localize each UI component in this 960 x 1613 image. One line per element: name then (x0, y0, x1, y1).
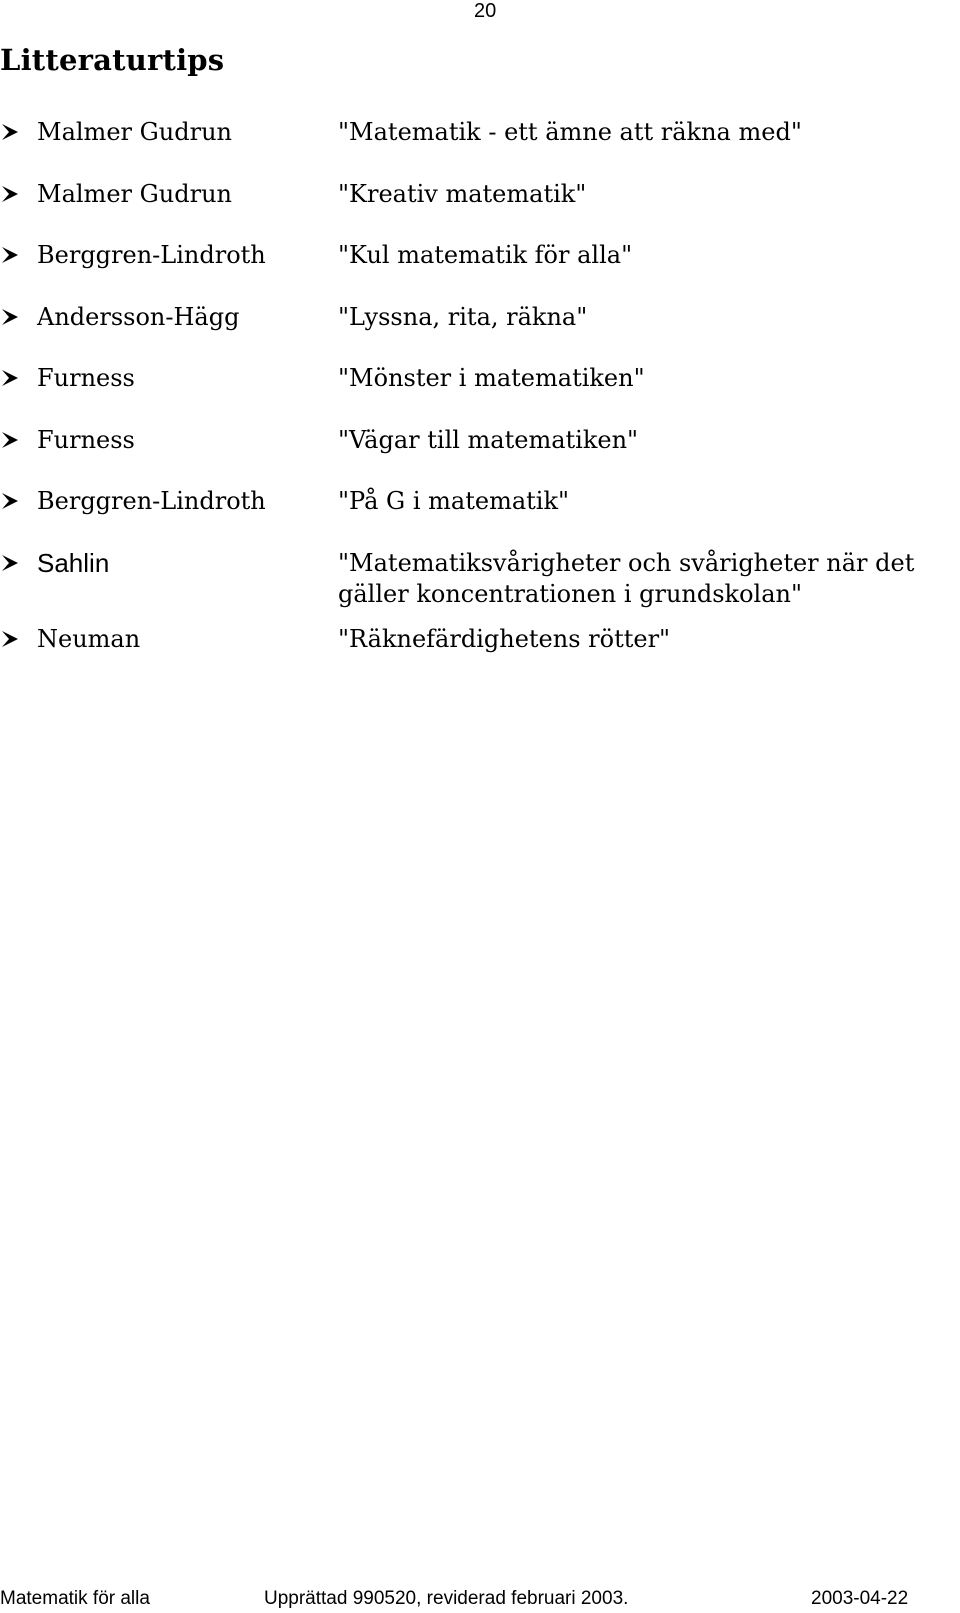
arrowhead-bullet-icon (0, 430, 20, 450)
list-item-title: "Kul matematik för alla" (338, 241, 633, 269)
list-item-author: Neuman (37, 625, 141, 653)
footer-revision-note: Upprättad 990520, reviderad februari 2003. (264, 1588, 629, 1609)
list-item-author: Furness (37, 364, 135, 392)
page-title: Litteraturtips (0, 43, 225, 77)
list-item-title: "Mönster i matematiken" (338, 364, 645, 392)
arrowhead-bullet-icon (0, 629, 20, 649)
list-item-author: Malmer Gudrun (37, 180, 232, 208)
list-item-title: "Matematiksvårigheter och svårigheter när det gäller koncentrationen i grundskolan" (338, 549, 915, 608)
list-item-author: Andersson-Hägg (37, 303, 240, 331)
list-item-author: Berggren-Lindroth (37, 487, 266, 515)
page-number: 20 (474, 0, 497, 22)
arrowhead-bullet-icon (0, 184, 20, 204)
list-item-title: "Kreativ matematik" (338, 180, 587, 208)
list-item-title: "Räknefärdighetens rötter" (338, 625, 671, 653)
arrowhead-bullet-icon (0, 245, 20, 265)
list-item-title: "Vägar till matematiken" (338, 426, 639, 454)
arrowhead-bullet-icon (0, 122, 20, 142)
list-item-author: Berggren-Lindroth (37, 241, 266, 269)
arrowhead-bullet-icon (0, 307, 20, 327)
list-item-author: Furness (37, 426, 135, 454)
footer-document-title: Matematik för alla (0, 1588, 150, 1609)
list-item-author: Sahlin (37, 548, 110, 578)
list-item-title: "På G i matematik" (338, 487, 570, 515)
arrowhead-bullet-icon (0, 491, 20, 511)
footer-date: 2003-04-22 (811, 1588, 909, 1609)
list-item-author: Malmer Gudrun (37, 118, 232, 146)
list-item-title: "Matematik - ett ämne att räkna med" (338, 118, 802, 146)
page-footer (0, 1588, 960, 1610)
arrowhead-bullet-icon (0, 553, 20, 573)
arrowhead-bullet-icon (0, 368, 20, 388)
list-item-title: "Lyssna, rita, räkna" (338, 303, 588, 331)
